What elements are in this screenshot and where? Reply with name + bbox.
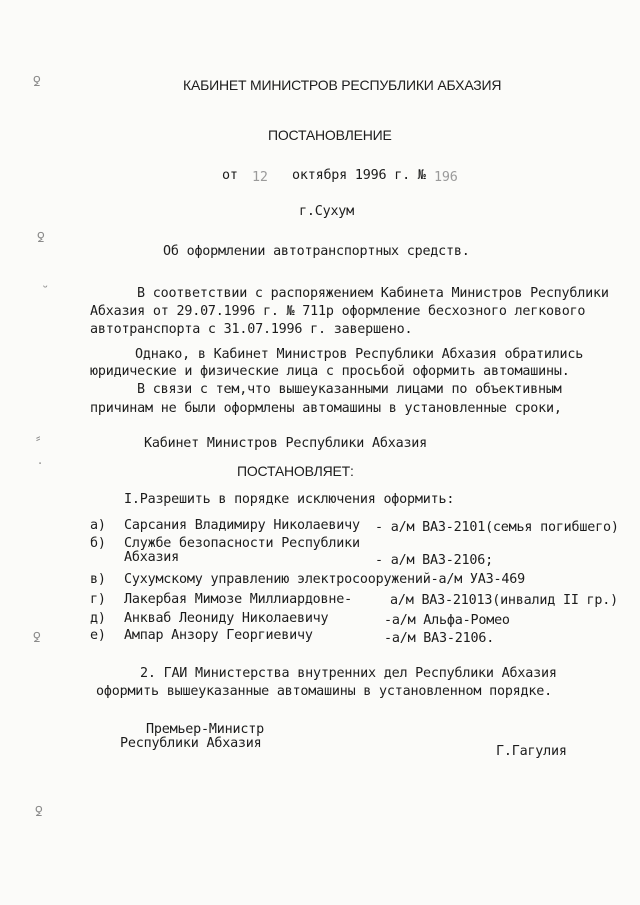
item-name: Лакербая Мимозе Миллиардовне- bbox=[124, 592, 352, 607]
preamble-line: автотранспорта с 31.07.1996 г. завершено. bbox=[90, 322, 413, 337]
city: г.Сухум bbox=[299, 204, 355, 219]
preamble-line: В связи с тем,что вышеуказанными лицами по объективным bbox=[137, 382, 562, 397]
item-letter: г) bbox=[90, 592, 106, 607]
margin-speck: · bbox=[38, 457, 43, 472]
decree-heading: ПОСТАНОВЛЯЕТ: bbox=[237, 463, 354, 479]
signatory-title: Премьер-Министр bbox=[146, 722, 264, 737]
item-car: -а/м ВАЗ-2106. bbox=[384, 631, 495, 646]
date-day: 12 bbox=[252, 170, 268, 185]
signatory-title: Республики Абхазия bbox=[120, 736, 262, 751]
document-number: 196 bbox=[434, 170, 458, 185]
margin-speck: ⸗ bbox=[36, 431, 41, 446]
item-car: а/м ВАЗ-21013(инвалид II гр.) bbox=[390, 593, 618, 608]
margin-speck: ꝿ bbox=[37, 231, 45, 246]
preamble-line: В соответствии с распоряжением Кабинета Министров Республики bbox=[137, 286, 609, 301]
item-car: - а/м ВАЗ-2106; bbox=[375, 553, 493, 568]
item-name: Службе безопасности Республики bbox=[124, 536, 360, 551]
item-name: Сухумскому управлению электросооружений-а/м УАЗ-469 bbox=[124, 572, 525, 587]
item-letter: е) bbox=[90, 628, 106, 643]
item-name: Сарсания Владимиру Николаевичу bbox=[124, 518, 360, 533]
org-heading: КАБИНЕТ МИНИСТРОВ РЕСПУБЛИКИ АБХАЗИЯ bbox=[183, 77, 502, 93]
preamble-line: причинам не были оформлены автомашины в установленные сроки, bbox=[90, 401, 562, 416]
item-name: Ампар Анзору Георгиевичу bbox=[124, 628, 313, 643]
margin-speck: ꝿ bbox=[33, 75, 41, 90]
item-letter: б) bbox=[90, 536, 106, 551]
document-type: ПОСТАНОВЛЕНИЕ bbox=[268, 127, 392, 143]
date-prefix: от bbox=[222, 168, 238, 183]
subject: Об оформлении автотранспортных средств. bbox=[163, 244, 470, 259]
item-car: - а/м ВАЗ-2101(семья погибшего) bbox=[375, 520, 619, 535]
date-rest: октября 1996 г. № bbox=[292, 168, 426, 183]
item-letter: в) bbox=[90, 572, 106, 587]
item2-line: оформить вышеуказанные автомашины в установленном порядке. bbox=[96, 684, 552, 699]
item-letter: а) bbox=[90, 518, 106, 533]
margin-speck: ˘ bbox=[42, 285, 49, 300]
item-name: Анкваб Леониду Николаевичу bbox=[124, 611, 329, 626]
margin-speck: ꝿ bbox=[33, 631, 41, 646]
item2-line: 2. ГАИ Министерства внутренних дел Республики Абхазия bbox=[140, 666, 557, 681]
margin-speck: ꝿ bbox=[35, 805, 43, 820]
preamble-line: Однако, в Кабинет Министров Республики Абхазия обратились bbox=[135, 347, 584, 362]
item-car: -а/м Альфа-Ромео bbox=[384, 613, 510, 628]
preamble-line: юридические и физические лица с просьбой оформить автомашины. bbox=[90, 364, 570, 379]
item1-intro: I.Разрешить в порядке исключения оформить: bbox=[124, 492, 455, 507]
issuer: Кабинет Министров Республики Абхазия bbox=[144, 436, 428, 451]
item-letter: д) bbox=[90, 611, 106, 626]
item-name-continued: Абхазия bbox=[124, 550, 180, 565]
signatory-name: Г.Гагулия bbox=[496, 744, 567, 759]
preamble-line: Абхазия от 29.07.1996 г. № 711р оформление бесхозного легкового bbox=[90, 304, 586, 319]
